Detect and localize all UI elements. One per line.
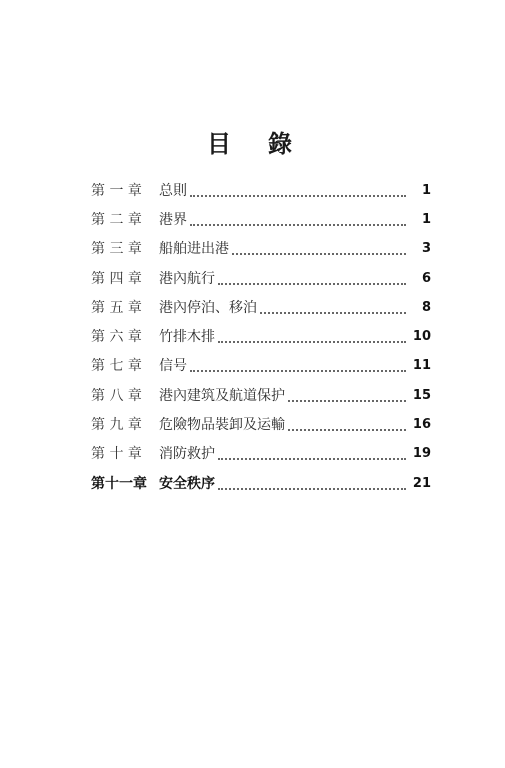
chapter-number: 第 八 章 (91, 387, 142, 404)
chapter-number: 第 十 章 (91, 446, 142, 463)
dot-leader (218, 283, 406, 285)
chapter-number: 第 二 章 (91, 211, 142, 228)
chapter-number: 第 七 章 (91, 358, 142, 375)
page-number: 3 (421, 241, 431, 257)
chapter-title: 船舶进出港 (159, 241, 229, 258)
toc-entry (91, 264, 431, 293)
chapter-title: 竹排木排 (159, 329, 215, 346)
dot-leader (288, 400, 406, 402)
toc-entry (91, 352, 431, 381)
dot-leader (232, 253, 406, 255)
chapter-title: 港界 (159, 211, 187, 228)
chapter-title: 安全秩序 (159, 475, 215, 492)
page-number: 10 (412, 329, 431, 345)
chapter-title: 危險物品裝卸及运輸 (159, 417, 285, 434)
page-title (0, 126, 505, 162)
toc-entry (91, 235, 431, 264)
dot-leader (218, 458, 406, 460)
toc-entry (91, 469, 431, 498)
toc-entry (91, 293, 431, 322)
chapter-number: 第 九 章 (91, 417, 142, 434)
dot-leader (190, 195, 406, 197)
page-number: 16 (412, 417, 431, 433)
toc-entry (91, 176, 431, 205)
chapter-title: 港內停泊、移泊 (159, 299, 257, 316)
dot-leader (288, 429, 406, 431)
page-number: 21 (412, 475, 431, 491)
dot-leader (190, 224, 406, 226)
page-number: 15 (412, 387, 431, 403)
chapter-number: 第 六 章 (91, 329, 142, 346)
page-number: 1 (421, 211, 431, 227)
table-of-contents (91, 176, 431, 498)
page-number: 19 (412, 446, 431, 462)
page-number: 1 (421, 182, 431, 198)
chapter-title: 港內航行 (159, 270, 215, 287)
chapter-title: 信号 (159, 358, 187, 375)
chapter-number: 第十一章 (91, 475, 147, 492)
dot-leader (260, 312, 406, 314)
chapter-number: 第 一 章 (91, 182, 142, 199)
chapter-number: 第 三 章 (91, 241, 142, 258)
dot-leader (218, 488, 406, 490)
chapter-title: 消防救护 (159, 446, 215, 463)
page-number: 8 (421, 299, 431, 315)
toc-entry (91, 381, 431, 410)
chapter-number: 第 四 章 (91, 270, 142, 287)
toc-entry (91, 410, 431, 439)
toc-entry (91, 322, 431, 351)
title-char-1: 目 (207, 129, 231, 158)
toc-entry (91, 205, 431, 234)
dot-leader (218, 341, 406, 343)
dot-leader (190, 370, 406, 372)
chapter-title: 总則 (159, 182, 187, 199)
page-number: 6 (421, 270, 431, 286)
title-char-2: 錄 (268, 129, 292, 158)
toc-entry (91, 440, 431, 469)
page-number: 11 (412, 358, 431, 374)
chapter-number: 第 五 章 (91, 299, 142, 316)
chapter-title: 港內建筑及航道保护 (159, 387, 285, 404)
